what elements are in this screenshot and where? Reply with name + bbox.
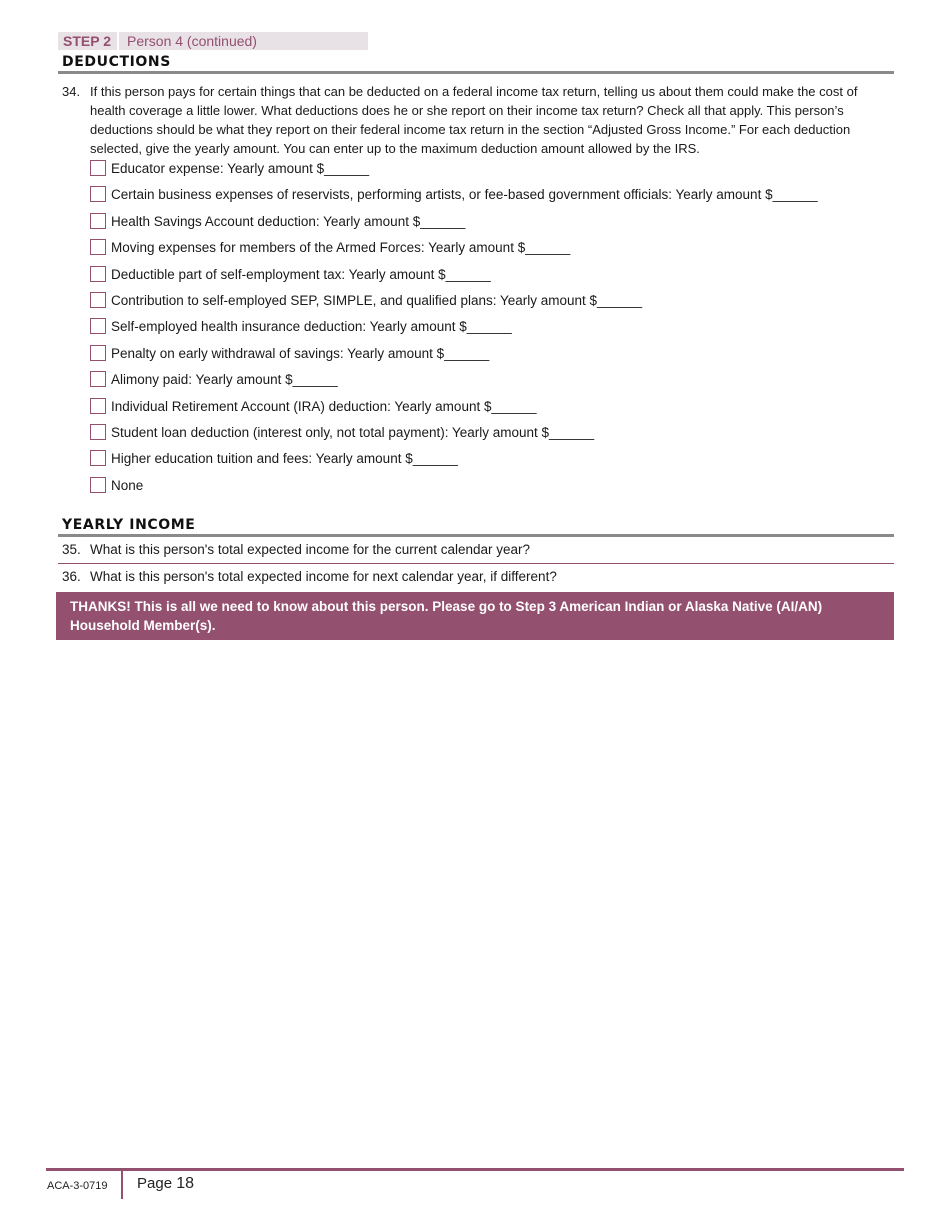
deduction-checkbox[interactable]	[90, 424, 106, 440]
deduction-option-label: Contribution to self-employed SEP, SIMPLE, and qualified plans: Yearly amount $______	[111, 293, 643, 308]
deductions-title: DEDUCTIONS	[62, 54, 171, 70]
deduction-option-label: None	[111, 477, 144, 493]
deduction-checkbox[interactable]	[90, 450, 106, 466]
deduction-option-label: Health Savings Account deduction: Yearly amount $______	[111, 213, 466, 229]
deduction-option-label: Student loan deduction (interest only, not total payment): Yearly amount $______	[111, 425, 595, 440]
deduction-option-label: Higher education tuition and fees: Yearly amount $______	[111, 451, 458, 467]
thanks-banner: THANKS! This is all we need to know about this person. Please go to Step 3 American Indian or Alaska Native (AI/AN) Household Member(s).	[56, 592, 894, 640]
page-indicator	[137, 1175, 194, 1193]
deduction-checkbox[interactable]	[90, 345, 106, 361]
footer-separator	[121, 1171, 123, 1199]
page-number: 18	[176, 1175, 195, 1192]
deduction-checkbox[interactable]	[90, 318, 106, 334]
question-36-text: What is this person's total expected income for next calendar year, if different?	[90, 569, 557, 584]
question-34-text: If this person pays for certain things that can be deducted on a federal income tax return, telling us about them could make the cost of health coverage a little lower. What deductions does he or she report on their income tax return? Check all that apply. This person’s deductions should be what they report on their federal income tax return in the section “Adjusted Gross Income.” For each deduction selected, give the yearly amount. You can enter up to the maximum deduction amount allowed by the IRS.	[90, 84, 858, 156]
step-label: STEP 2	[63, 33, 111, 49]
deduction-checkbox[interactable]	[90, 398, 106, 414]
deduction-option-label: Deductible part of self-employment tax: Yearly amount $______	[111, 266, 491, 282]
question-35-divider	[58, 563, 894, 564]
yearly-income-title: YEARLY INCOME	[62, 517, 196, 533]
deduction-checkbox[interactable]	[90, 186, 106, 202]
deduction-checkbox[interactable]	[90, 292, 106, 308]
deduction-option-label: Certain business expenses of reservists, performing artists, or fee-based government officials: Yearly amount $______	[111, 187, 818, 203]
yearly-income-rule	[58, 534, 894, 537]
deduction-checkbox[interactable]	[90, 266, 106, 282]
question-36-number: 36.	[62, 569, 81, 584]
page-label: Page	[137, 1175, 173, 1192]
deduction-checkbox[interactable]	[90, 477, 106, 493]
question-34	[62, 82, 892, 158]
footer-rule	[46, 1168, 904, 1171]
deduction-option-label: Educator expense: Yearly amount $______	[111, 161, 370, 176]
deduction-checkbox[interactable]	[90, 213, 106, 229]
deduction-option-label: Individual Retirement Account (IRA) deduction: Yearly amount $______	[111, 398, 537, 414]
deduction-option-label: Self-employed health insurance deduction: Yearly amount $______	[111, 319, 512, 335]
deduction-checkbox[interactable]	[90, 239, 106, 255]
question-35-number: 35.	[62, 542, 81, 557]
deduction-option-label: Penalty on early withdrawal of savings: Yearly amount $______	[111, 345, 490, 361]
question-34-number: 34.	[62, 84, 81, 99]
deduction-option-label: Moving expenses for members of the Armed Forces: Yearly amount $______	[111, 240, 571, 256]
deduction-checkbox[interactable]	[90, 371, 106, 387]
step-header	[58, 32, 368, 50]
deduction-option-label: Alimony paid: Yearly amount $______	[111, 372, 338, 388]
deductions-rule	[58, 71, 894, 74]
person-label: Person 4 (continued)	[127, 33, 257, 49]
question-35-text: What is this person's total expected income for the current calendar year?	[90, 542, 531, 557]
deduction-checkbox[interactable]	[90, 160, 106, 176]
form-code: ACA-3-0719	[47, 1180, 108, 1192]
